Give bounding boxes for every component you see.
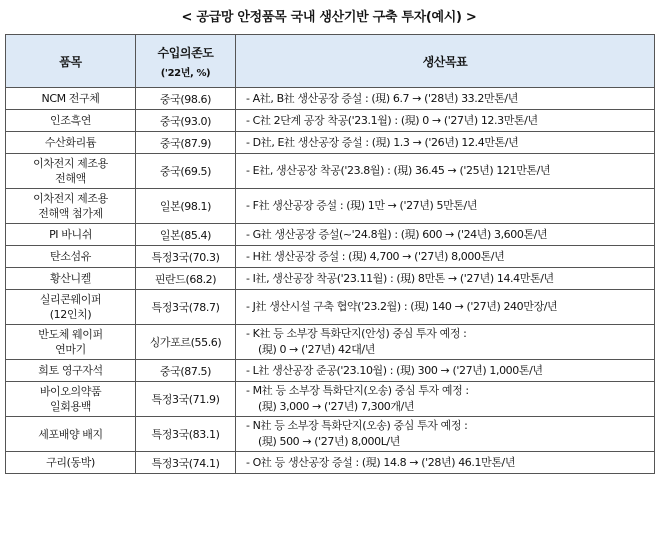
table-row: [6, 452, 655, 474]
table-row: [6, 325, 655, 360]
goal-cell: [236, 224, 655, 246]
table-row: [6, 154, 655, 189]
table-row: [6, 110, 655, 132]
dependence-cell: 일본(98.1): [136, 189, 236, 224]
item-cell: [6, 382, 136, 417]
goal-text: - J社 생산시설 구축 협약('23.2월) : (現) 140 → ('27년) 240만장/년: [246, 300, 558, 313]
item-cell: [6, 88, 136, 110]
goal-text: - K社 등 소부장 특화단지(안성) 중심 투자 예정 :: [246, 327, 467, 340]
goal-cell: [236, 290, 655, 325]
goal-text-line2: (現) 0 → ('27년) 42대/년: [258, 343, 375, 356]
goal-cell: [236, 88, 655, 110]
item-name: 탄소섬유: [50, 250, 91, 263]
item-name: 구리(동박): [46, 456, 95, 469]
goal-text: - M社 등 소부장 특화단지(오송) 중심 투자 예정 :: [246, 384, 469, 397]
header-goal: 생산목표: [236, 35, 655, 88]
table-row: [6, 132, 655, 154]
goal-cell: [236, 268, 655, 290]
item-cell: [6, 360, 136, 382]
item-cell: [6, 290, 136, 325]
dependence-cell: 특정3국(78.7): [136, 290, 236, 325]
item-name: 희토 영구자석: [38, 364, 103, 377]
dependence-cell: 중국(69.5): [136, 154, 236, 189]
item-cell: [6, 417, 136, 452]
item-cell: [6, 224, 136, 246]
goal-cell: [236, 154, 655, 189]
goal-cell: [236, 110, 655, 132]
item-name: 황산니켈: [50, 272, 91, 285]
item-cell: [6, 154, 136, 189]
goal-text-line2: (現) 500 → ('27년) 8,000L/년: [258, 435, 400, 448]
table-row: [6, 189, 655, 224]
item-cell: [6, 325, 136, 360]
table-row: [6, 268, 655, 290]
header-dependence: [136, 35, 236, 88]
item-name: PI 바니쉬: [49, 228, 92, 241]
dependence-cell: 중국(87.9): [136, 132, 236, 154]
header-item: 품목: [6, 35, 136, 88]
item-cell: [6, 132, 136, 154]
goal-cell: [236, 246, 655, 268]
item-name: 반도체 웨이퍼: [38, 328, 103, 341]
investment-table: [5, 34, 655, 474]
goal-text: - A社, B社 생산공장 증설 : (現) 6.7 → ('28년) 33.2만톤/년: [246, 91, 518, 105]
item-name: 바이오의약품: [39, 385, 102, 398]
item-name: 인조흑연: [50, 114, 91, 127]
header-dependence-label: 수입의존도: [157, 45, 214, 60]
item-name: 세포배양 배지: [38, 427, 103, 441]
item-cell: [6, 268, 136, 290]
dependence-cell: 특정3국(70.3): [136, 246, 236, 268]
table-row: [6, 246, 655, 268]
table-row: [6, 224, 655, 246]
table-row: [6, 88, 655, 110]
dependence-cell: 중국(87.5): [136, 360, 236, 382]
dependence-cell: 특정3국(74.1): [136, 452, 236, 474]
table-row: [6, 290, 655, 325]
item-name-line2: 일회용백: [50, 400, 91, 413]
dependence-cell: 중국(98.6): [136, 88, 236, 110]
goal-text: - O社 등 생산공장 증설 : (現) 14.8 → ('28년) 46.1만톤/년: [246, 455, 516, 469]
item-cell: [6, 189, 136, 224]
goal-text: - F社 생산공장 증설 : (現) 1만 → ('27년) 5만톤/년: [246, 199, 478, 212]
item-cell: [6, 246, 136, 268]
item-cell: [6, 110, 136, 132]
dependence-cell: 핀란드(68.2): [136, 268, 236, 290]
goal-cell: [236, 417, 655, 452]
goal-text-line2: (現) 3,000 → ('27년) 7,300개/년: [258, 400, 415, 413]
goal-cell: [236, 360, 655, 382]
item-name: 실리콘웨이퍼: [39, 293, 102, 306]
item-name: 수산화리튬: [44, 136, 97, 149]
item-cell: [6, 452, 136, 474]
goal-text: - N社 등 소부장 특화단지(오송) 중심 투자 예정 :: [246, 419, 468, 432]
goal-text: - H社 생산공장 증설 : (現) 4,700 → ('27년) 8,000톤/년: [246, 249, 505, 263]
goal-text: - L社 생산공장 준공('23.10월) : (現) 300 → ('27년) 1,000톤/년: [246, 363, 543, 377]
table-row: [6, 382, 655, 417]
item-name-line2: 연마기: [55, 343, 86, 356]
item-name: 이차전지 제조용: [33, 157, 108, 170]
goal-text: - G社 생산공장 증설(~'24.8월) : (現) 600 → ('24년) 3,600톤/년: [246, 227, 548, 241]
item-name-line2: (12인치): [49, 308, 92, 321]
table-header-row: [6, 35, 655, 88]
goal-cell: [236, 189, 655, 224]
item-name-line2: 전해액: [55, 172, 86, 185]
dependence-cell: 일본(85.4): [136, 224, 236, 246]
goal-text: - C社 2단계 공장 착공('23.1월) : (現) 0 → ('27년) 12.3만톤/년: [246, 113, 538, 127]
table-row: [6, 360, 655, 382]
item-name: 이차전지 제조용: [33, 192, 108, 205]
goal-cell: [236, 325, 655, 360]
goal-cell: [236, 452, 655, 474]
goal-text: - E社, 생산공장 착공('23.8월) : (現) 36.45 → ('25년) 121만톤/년: [246, 164, 551, 177]
dependence-cell: 특정3국(83.1): [136, 417, 236, 452]
item-name: NCM 전구체: [41, 92, 100, 105]
item-name-line2: 전해액 첨가제: [38, 207, 103, 220]
goal-text: - D社, E社 생산공장 증설 : (現) 1.3 → ('26년) 12.4만톤/년: [246, 135, 519, 149]
dependence-cell: 싱가포르(55.6): [136, 325, 236, 360]
table-row: [6, 417, 655, 452]
dependence-cell: 특정3국(71.9): [136, 382, 236, 417]
goal-cell: [236, 382, 655, 417]
goal-cell: [236, 132, 655, 154]
page-title: < 공급망 안정품목 국내 생산기반 구축 투자(예시) >: [181, 10, 477, 25]
dependence-cell: 중국(93.0): [136, 110, 236, 132]
goal-text: - I社, 생산공장 착공('23.11월) : (現) 8만톤 → ('27년) 14.4만톤/년: [246, 271, 554, 285]
header-dependence-sub: ('22년, %): [160, 67, 211, 79]
